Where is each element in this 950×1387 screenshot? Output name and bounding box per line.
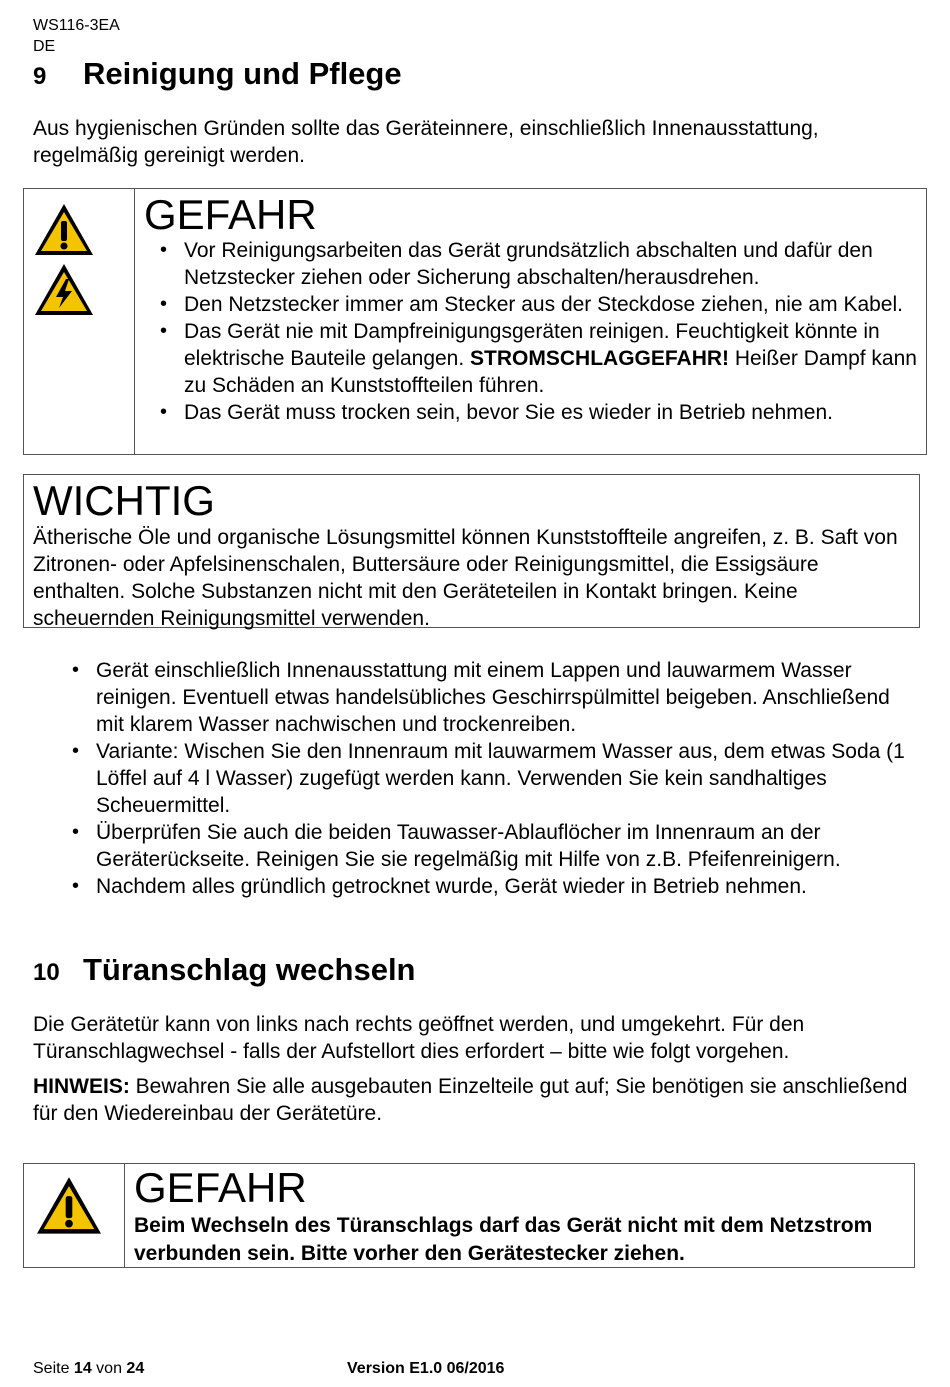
page-total: 24 xyxy=(126,1360,145,1377)
list-item: • Das Gerät muss trocken sein, bevor Sie es wieder in Betrieb nehmen. xyxy=(184,399,918,426)
important-title: WICHTIG xyxy=(33,477,215,524)
electric-shock-icon xyxy=(32,261,96,319)
danger-icon-column xyxy=(24,189,135,454)
important-box xyxy=(23,474,920,628)
list-item-text: Das Gerät nie mit Dampfreinigungsgeräten reinigen. Feuchtigkeit könnte in elektrische Bauteile gelangen. xyxy=(184,320,880,370)
list-item: • Den Netzstecker immer am Stecker aus der Steckdose ziehen, nie am Kabel. xyxy=(184,291,918,318)
warning-triangle-icon xyxy=(32,1174,106,1238)
section-title: Reinigung und Pflege xyxy=(83,56,402,91)
section-heading xyxy=(33,952,416,988)
list-item: • Vor Reinigungsarbeiten das Gerät grundsätzlich abschalten und dafür den Netzstecker ziehen oder Sicherung abschalten/herausdrehen. xyxy=(184,237,918,291)
list-item-text: Heißer Dampf kann zu Schäden an Kunststoffteilen führen. xyxy=(184,347,917,397)
page-current: 14 xyxy=(73,1360,92,1377)
list-item: • Nachdem alles gründlich getrocknet wurde, Gerät wieder in Betrieb nehmen. xyxy=(96,873,918,900)
page-prefix: Seite xyxy=(33,1360,70,1377)
section-intro: Die Gerätetür kann von links nach rechts geöffnet werden, und umgekehrt. Für den Türanschlagwechsel - falls der Aufstellort dies erfordert – bitte wie folgt vorgehen. xyxy=(33,1013,805,1063)
shock-warning: STROMSCHLAGGEFAHR! xyxy=(470,347,730,370)
danger-list xyxy=(184,237,918,426)
doc-model: WS116-3EA xyxy=(33,17,120,34)
important-text: Ätherische Öle und organische Lösungsmittel können Kunststoffteile angreifen, z. B. Saft von Zitronen- oder Apfelsinenschalen, Buttersäure oder Reinigungsmittel, die Essigsäure enthalten. Solche Substanzen nicht mit den Geräteteilen in Kontakt bringen. Keine scheuernden Reinigungsmittel verwenden. xyxy=(33,526,898,630)
danger-icon-column xyxy=(24,1164,125,1267)
section-intro: Aus hygienischen Gründen sollte das Geräteinnere, einschließlich Innenausstattung, regelmäßig gereinigt werden. xyxy=(33,117,819,167)
hint-label: HINWEIS: xyxy=(33,1075,130,1098)
section-title: Türanschlag wechseln xyxy=(83,952,416,987)
section-number: 9 xyxy=(33,63,47,90)
danger-content xyxy=(144,189,918,426)
section-heading xyxy=(33,56,402,92)
page-mid: von xyxy=(96,1360,122,1377)
page-number xyxy=(33,1360,144,1378)
section-number: 10 xyxy=(33,959,60,986)
danger-text: Beim Wechseln des Türanschlags darf das Gerät nicht mit dem Netzstrom verbunden sein. Bitte vorher den Gerätestecker ziehen. xyxy=(134,1214,873,1265)
danger-title: GEFAHR xyxy=(134,1164,307,1211)
cleaning-steps xyxy=(96,657,918,900)
danger-content xyxy=(134,1164,900,1268)
doc-version: Version E1.0 06/2016 xyxy=(347,1360,505,1377)
hint-text: Bewahren Sie alle ausgebauten Einzelteile gut auf; Sie benötigen sie anschließend für den Wiedereinbau der Gerätetüre. xyxy=(33,1075,908,1125)
danger-title: GEFAHR xyxy=(144,191,317,238)
warning-triangle-icon xyxy=(32,201,96,259)
hint-paragraph xyxy=(33,1073,918,1127)
list-item xyxy=(184,318,918,399)
list-item: • Überprüfen Sie auch die beiden Tauwasser-Ablauflöcher im Innenraum an der Geräterückseite. Reinigen Sie sie regelmäßig mit Hilfe von z.B. Pfeifenreinigern. xyxy=(96,819,918,873)
doc-language: DE xyxy=(33,38,56,55)
list-item: • Variante: Wischen Sie den Innenraum mit lauwarmem Wasser aus, dem etwas Soda (1 Löffel auf 4 l Wasser) zugefügt werden kann. Verwenden Sie kein sandhaltiges Scheuermittel. xyxy=(96,738,918,819)
danger-box xyxy=(23,188,927,455)
danger-box xyxy=(23,1163,915,1268)
list-item: • Gerät einschließlich Innenausstattung mit einem Lappen und lauwarmem Wasser reinigen. Eventuell etwas handelsübliches Geschirrspülmittel beigeben. Anschließend mit klarem Wasser nachwischen und trockenreiben. xyxy=(96,657,918,738)
